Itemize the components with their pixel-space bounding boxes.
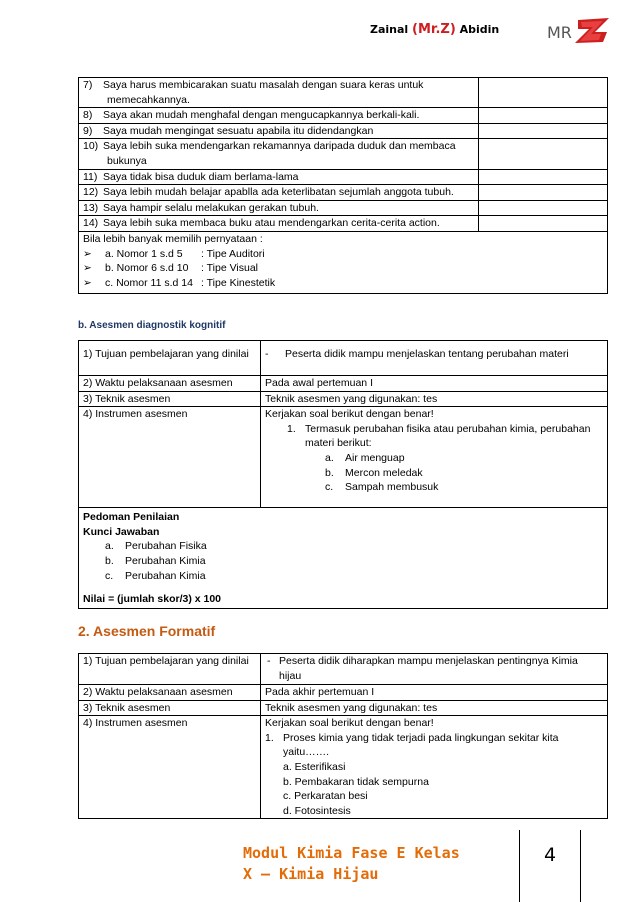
answer-item: b. Perubahan Kimia (105, 554, 206, 567)
author-name: Zainal (Mr.Z) Abidin (370, 22, 500, 37)
answer-cell[interactable] (479, 216, 608, 232)
table-row: 1) Tujuan pembelajaran yang dinilai - Peserta didik diharapkan mampu menjelaskan pentingnya Kimia hijau (79, 654, 608, 685)
option-item: a. Air menguap (325, 451, 405, 464)
svg-text:MR: MR (547, 23, 572, 42)
table-row: 14) Saya lebih suka membaca buku atau mendengarkan cerita-cerita action. (79, 216, 608, 232)
answer-cell[interactable] (479, 169, 608, 185)
table-row: 2) Waktu pelaksanaan asesmen Pada akhir pertemuan I (79, 685, 608, 701)
table-row: 1) Tujuan pembelajaran yang dinilai - Peserta didik mampu menjelaskan tentang perubahan materi (79, 341, 608, 376)
table-row: 4) Instrumen asesmen Kerjakan soal berikut dengan benar! 1. Proses kimia yang tidak terjadi pada lingkungan sekitar kita yaitu……. a. Esterifikasi b. Pembakaran tidak sempurna c. Perkaratan besi d. Fotosintesis (79, 716, 608, 819)
summary-row: Bila lebih banyak memilih pernyataan : ➢ a. Nomor 1 s.d 5 : Tipe Auditori ➢ b. Nomor 6 s.d 10 : Tipe Visual ➢ c. Nomor 11 s.d 14 : Tipe Kinestetik (79, 231, 608, 293)
table-row: 2) Waktu pelaksanaan asesmen Pada awal pertemuan I (79, 376, 608, 392)
summary-item: ➢ c. Nomor 11 s.d 14 : Tipe Kinestetik (83, 276, 276, 289)
answer-cell[interactable] (479, 139, 608, 169)
page-number-box (519, 830, 581, 902)
section-heading-formatif: 2. Asesmen Formatif (78, 623, 216, 639)
arrow-bullet-icon: ➢ (83, 247, 92, 260)
table-row: 9) Saya mudah mengingat sesuatu apabila itu didendangkan (79, 123, 608, 139)
answer-cell[interactable] (479, 185, 608, 201)
answer-cell[interactable] (479, 108, 608, 124)
table-row: 4) Instrumen asesmen Kerjakan soal berikut dengan benar! 1. Termasuk perubahan fisika atau perubahan kimia, perubahan materi berikut: a. Air menguap b. Mercon meledak c. Sampah membusuk (79, 407, 608, 508)
arrow-bullet-icon: ➢ (83, 276, 92, 289)
author-nickname: (Mr.Z) (412, 22, 456, 37)
learning-style-table (78, 77, 608, 294)
page-header (0, 14, 638, 50)
table-row: 13) Saya hampir selalu melakukan gerakan tubuh. (79, 200, 608, 216)
option-item: a. Esterifikasi (283, 760, 346, 773)
section-heading-diagnostic: b. Asesmen diagnostik kognitif (78, 320, 226, 331)
table-row: Pedoman Penilaian Kunci Jawaban a. Perubahan Fisika b. Perubahan Kimia c. Perubahan Kimia Nilai = (jumlah skor/3) x 100 (79, 508, 608, 609)
summary-item: ➢ b. Nomor 6 s.d 10 : Tipe Visual (83, 262, 259, 275)
answer-cell[interactable] (479, 123, 608, 139)
summary-item: ➢ a. Nomor 1 s.d 5 : Tipe Auditori (83, 247, 265, 260)
option-item: d. Fotosintesis (283, 804, 351, 817)
table-row: 10) Saya lebih suka mendengarkan rekamannya daripada duduk dan membaca bukunya (79, 139, 608, 169)
option-item: c. Sampah membusuk (325, 481, 439, 494)
option-item: b. Mercon meledak (325, 466, 423, 479)
table-row: 12) Saya lebih mudah belajar apablla ada keterlibatan sejumlah anggota tubuh. (79, 185, 608, 201)
formative-assessment-table (78, 653, 608, 819)
mrz-logo-icon (545, 14, 611, 46)
table-row: 3) Teknik asesmen Teknik asesmen yang digunakan: tes (79, 391, 608, 407)
answer-cell[interactable] (479, 200, 608, 216)
table-row: 8) Saya akan mudah menghafal dengan mengucapkannya berkali-kali. (79, 108, 608, 124)
answer-cell[interactable] (479, 78, 608, 108)
table-row: 3) Teknik asesmen Teknik asesmen yang digunakan: tes (79, 700, 608, 716)
page-number: 4 (543, 844, 557, 866)
answer-item: c. Perubahan Kimia (105, 569, 206, 582)
module-title: Modul Kimia Fase E Kelas X – Kimia Hijau (243, 844, 460, 883)
option-item: c. Perkaratan besi (283, 790, 368, 803)
table-row: 7) Saya harus membicarakan suatu masalah dengan suara keras untuk memecahkannya. (79, 78, 608, 108)
answer-item: a. Perubahan Fisika (105, 540, 207, 553)
arrow-bullet-icon: ➢ (83, 262, 92, 275)
diagnostic-assessment-table (78, 340, 608, 609)
option-item: b. Pembakaran tidak sempurna (283, 775, 429, 788)
table-row: 11) Saya tidak bisa duduk diam berlama-lama (79, 169, 608, 185)
